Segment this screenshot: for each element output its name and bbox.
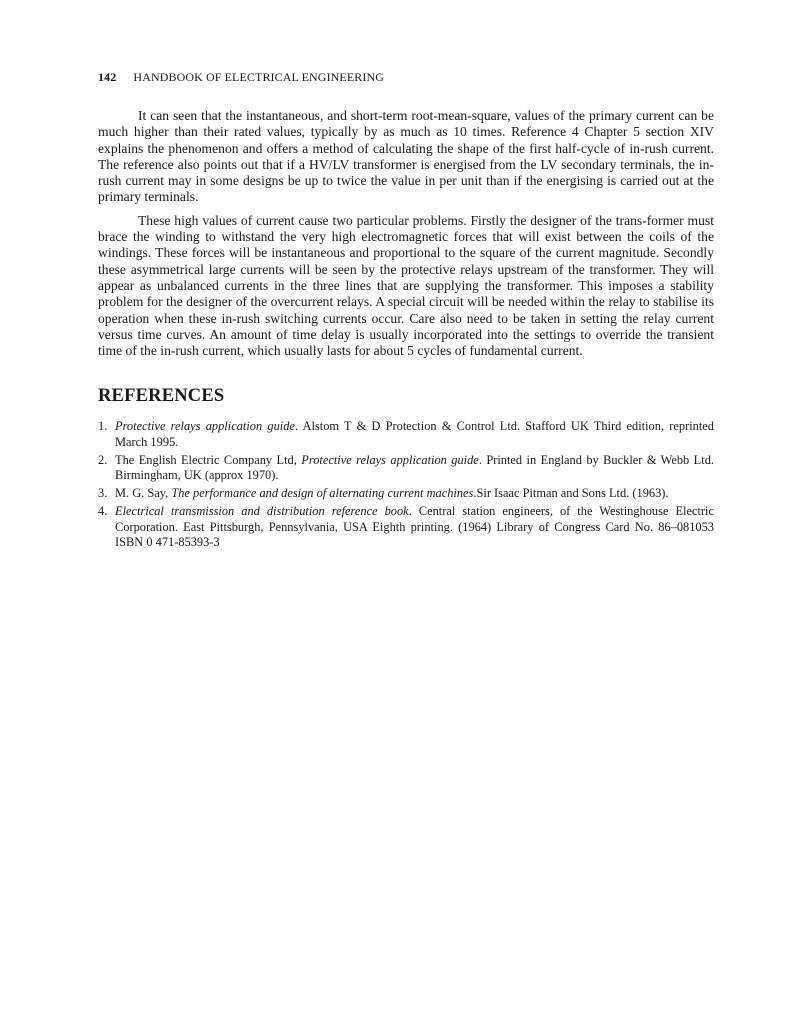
reference-title: Protective relays application guide (301, 452, 479, 467)
reference-number: 2. (98, 452, 108, 467)
reference-prefix: The English Electric Company Ltd, (115, 452, 302, 467)
reference-item-4 (98, 504, 714, 550)
reference-details: .Sir Isaac Pitman and Sons Ltd. (1963). (473, 486, 669, 501)
reference-item-1 (98, 419, 714, 449)
reference-title: The performance and design of alternating current machines (171, 486, 474, 501)
running-header (98, 70, 714, 85)
reference-number: 1. (98, 419, 108, 434)
reference-title: Protective relays application guide (115, 419, 295, 434)
reference-details: . Printed in England by Buckler & Webb Ltd. Birmingham, UK (approx 1970). (115, 452, 714, 483)
reference-details: . Alstom T & D Protection & Control Ltd. Stafford UK Third edition, reprinted March 1995. (115, 419, 714, 449)
references-list (98, 419, 714, 550)
reference-item-3 (98, 486, 714, 501)
reference-number: 4. (98, 504, 108, 519)
reference-prefix: M. G. Say, (115, 486, 172, 501)
running-title: HANDBOOK OF ELECTRICAL ENGINEERING (133, 70, 385, 84)
reference-details: . Central station engineers, of the Westinghouse Electric Corporation. East Pittsburgh, Pennsylvania, USA Eighth printing. (1964) Library of Congress Card No. 86–081053 ISBN 0 471-85393-3 (115, 504, 714, 549)
reference-title: Electrical transmission and distribution reference book (115, 504, 409, 519)
document-page (98, 70, 714, 553)
references-heading: REFERENCES (98, 386, 225, 407)
reference-item-2 (98, 453, 714, 483)
body-paragraph-2: These high values of current cause two particular problems. Firstly the designer of the trans-former must brace the winding to withstand the very high electromagnetic forces that will exist between the coils of the windings. These forces will be instantaneous and proportional to the square of the current magnitude. Secondly these asymmetrical large currents will be seen by the protective relays upstream of the transformer. They will appear as unbalanced currents in the three lines that are supplying the transformer. This imposes a stability problem for the designer of the overcurrent relays. A special circuit will be needed within the relay to stabilise its operation when these in-rush switching currents occur. Care also need to be taken in setting the relay current versus time curves. An amount of time delay is usually incorporated into the settings to override the transient time of the in-rush current, which usually lasts for about 5 cycles of fundamental current. (98, 212, 714, 359)
body-paragraph-1: It can seen that the instantaneous, and short-term root-mean-square, values of the primary current can be much higher than their rated values, typically by as much as 10 times. Reference 4 Chapter 5 section XIV explains the phenomenon and offers a method of calculating the shape of the first half-cycle of in-rush current. The reference also points out that if a HV/LV transformer is energised from the LV secondary terminals, the in-rush current may in some designs be up to twice the value in per unit than if the energising is carried out at the primary terminals. (98, 108, 714, 205)
reference-number: 3. (98, 486, 108, 501)
page-number: 142 (98, 70, 117, 84)
